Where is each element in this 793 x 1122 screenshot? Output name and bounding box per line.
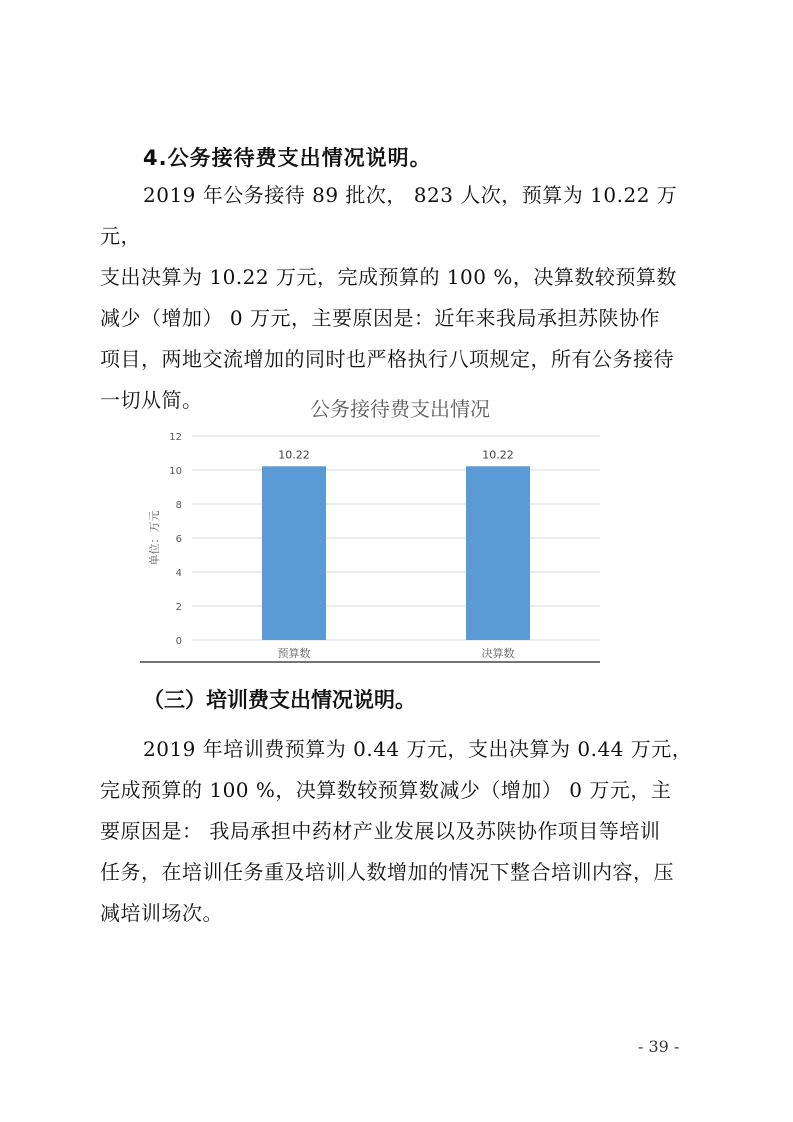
training-paragraph (100, 729, 700, 934)
data-label: 10.22 (278, 448, 310, 462)
bar-2 (466, 466, 530, 640)
x-tick-label: 预算数 (277, 647, 311, 660)
paragraph-line: 要原因是： 我局承担中药材产业发展以及苏陕协作项目等培训 (100, 819, 661, 843)
chart-title: 公务接待费支出情况 (310, 397, 490, 421)
bar-1 (262, 466, 326, 640)
reception-paragraph (100, 175, 700, 421)
reception-expense-chart (140, 420, 610, 670)
paragraph-line: 任务，在培训任务重及培训人数增加的情况下整合培训内容，压 (100, 860, 674, 884)
y-tick-label: 6 (175, 534, 182, 545)
y-axis-label: 单位：万元 (148, 510, 161, 566)
y-tick-label: 4 (175, 568, 182, 579)
paragraph-line: 完成预算的 100 %，决算数较预算数减少（增加） 0 万元，主 (100, 778, 672, 802)
paragraph-line: 减少（增加） 0 万元，主要原因是：近年来我局承担苏陕协作 (100, 306, 660, 330)
paragraph-line: 支出决算为 10.22 万元，完成预算的 100 %，决算数较预算数 (100, 265, 677, 289)
section-heading-training: （三）培训费支出情况说明。 (143, 688, 416, 712)
y-tick-label: 0 (175, 636, 182, 647)
paragraph-line: 一切从简。 (100, 388, 203, 412)
y-tick-label: 12 (169, 432, 182, 443)
paragraph-line: 减培训场次。 (100, 901, 223, 925)
page-number: - 39 - (638, 1037, 680, 1056)
paragraph-line: 项目，两地交流增加的同时也严格执行八项规定，所有公务接待 (100, 347, 674, 371)
x-tick-label: 决算数 (481, 647, 515, 660)
data-label: 10.22 (482, 448, 514, 462)
y-tick-label: 2 (175, 602, 182, 613)
section-heading-reception: 4.公务接待费支出情况说明。 (143, 146, 432, 170)
paragraph-line: 2019 年公务接待 89 批次， 823 人次，预算为 10.22 万元， (100, 183, 678, 248)
y-tick-label: 8 (175, 500, 182, 511)
y-tick-label: 10 (169, 466, 182, 477)
paragraph-line: 2019 年培训费预算为 0.44 万元，支出决算为 0.44 万元， (143, 737, 693, 761)
